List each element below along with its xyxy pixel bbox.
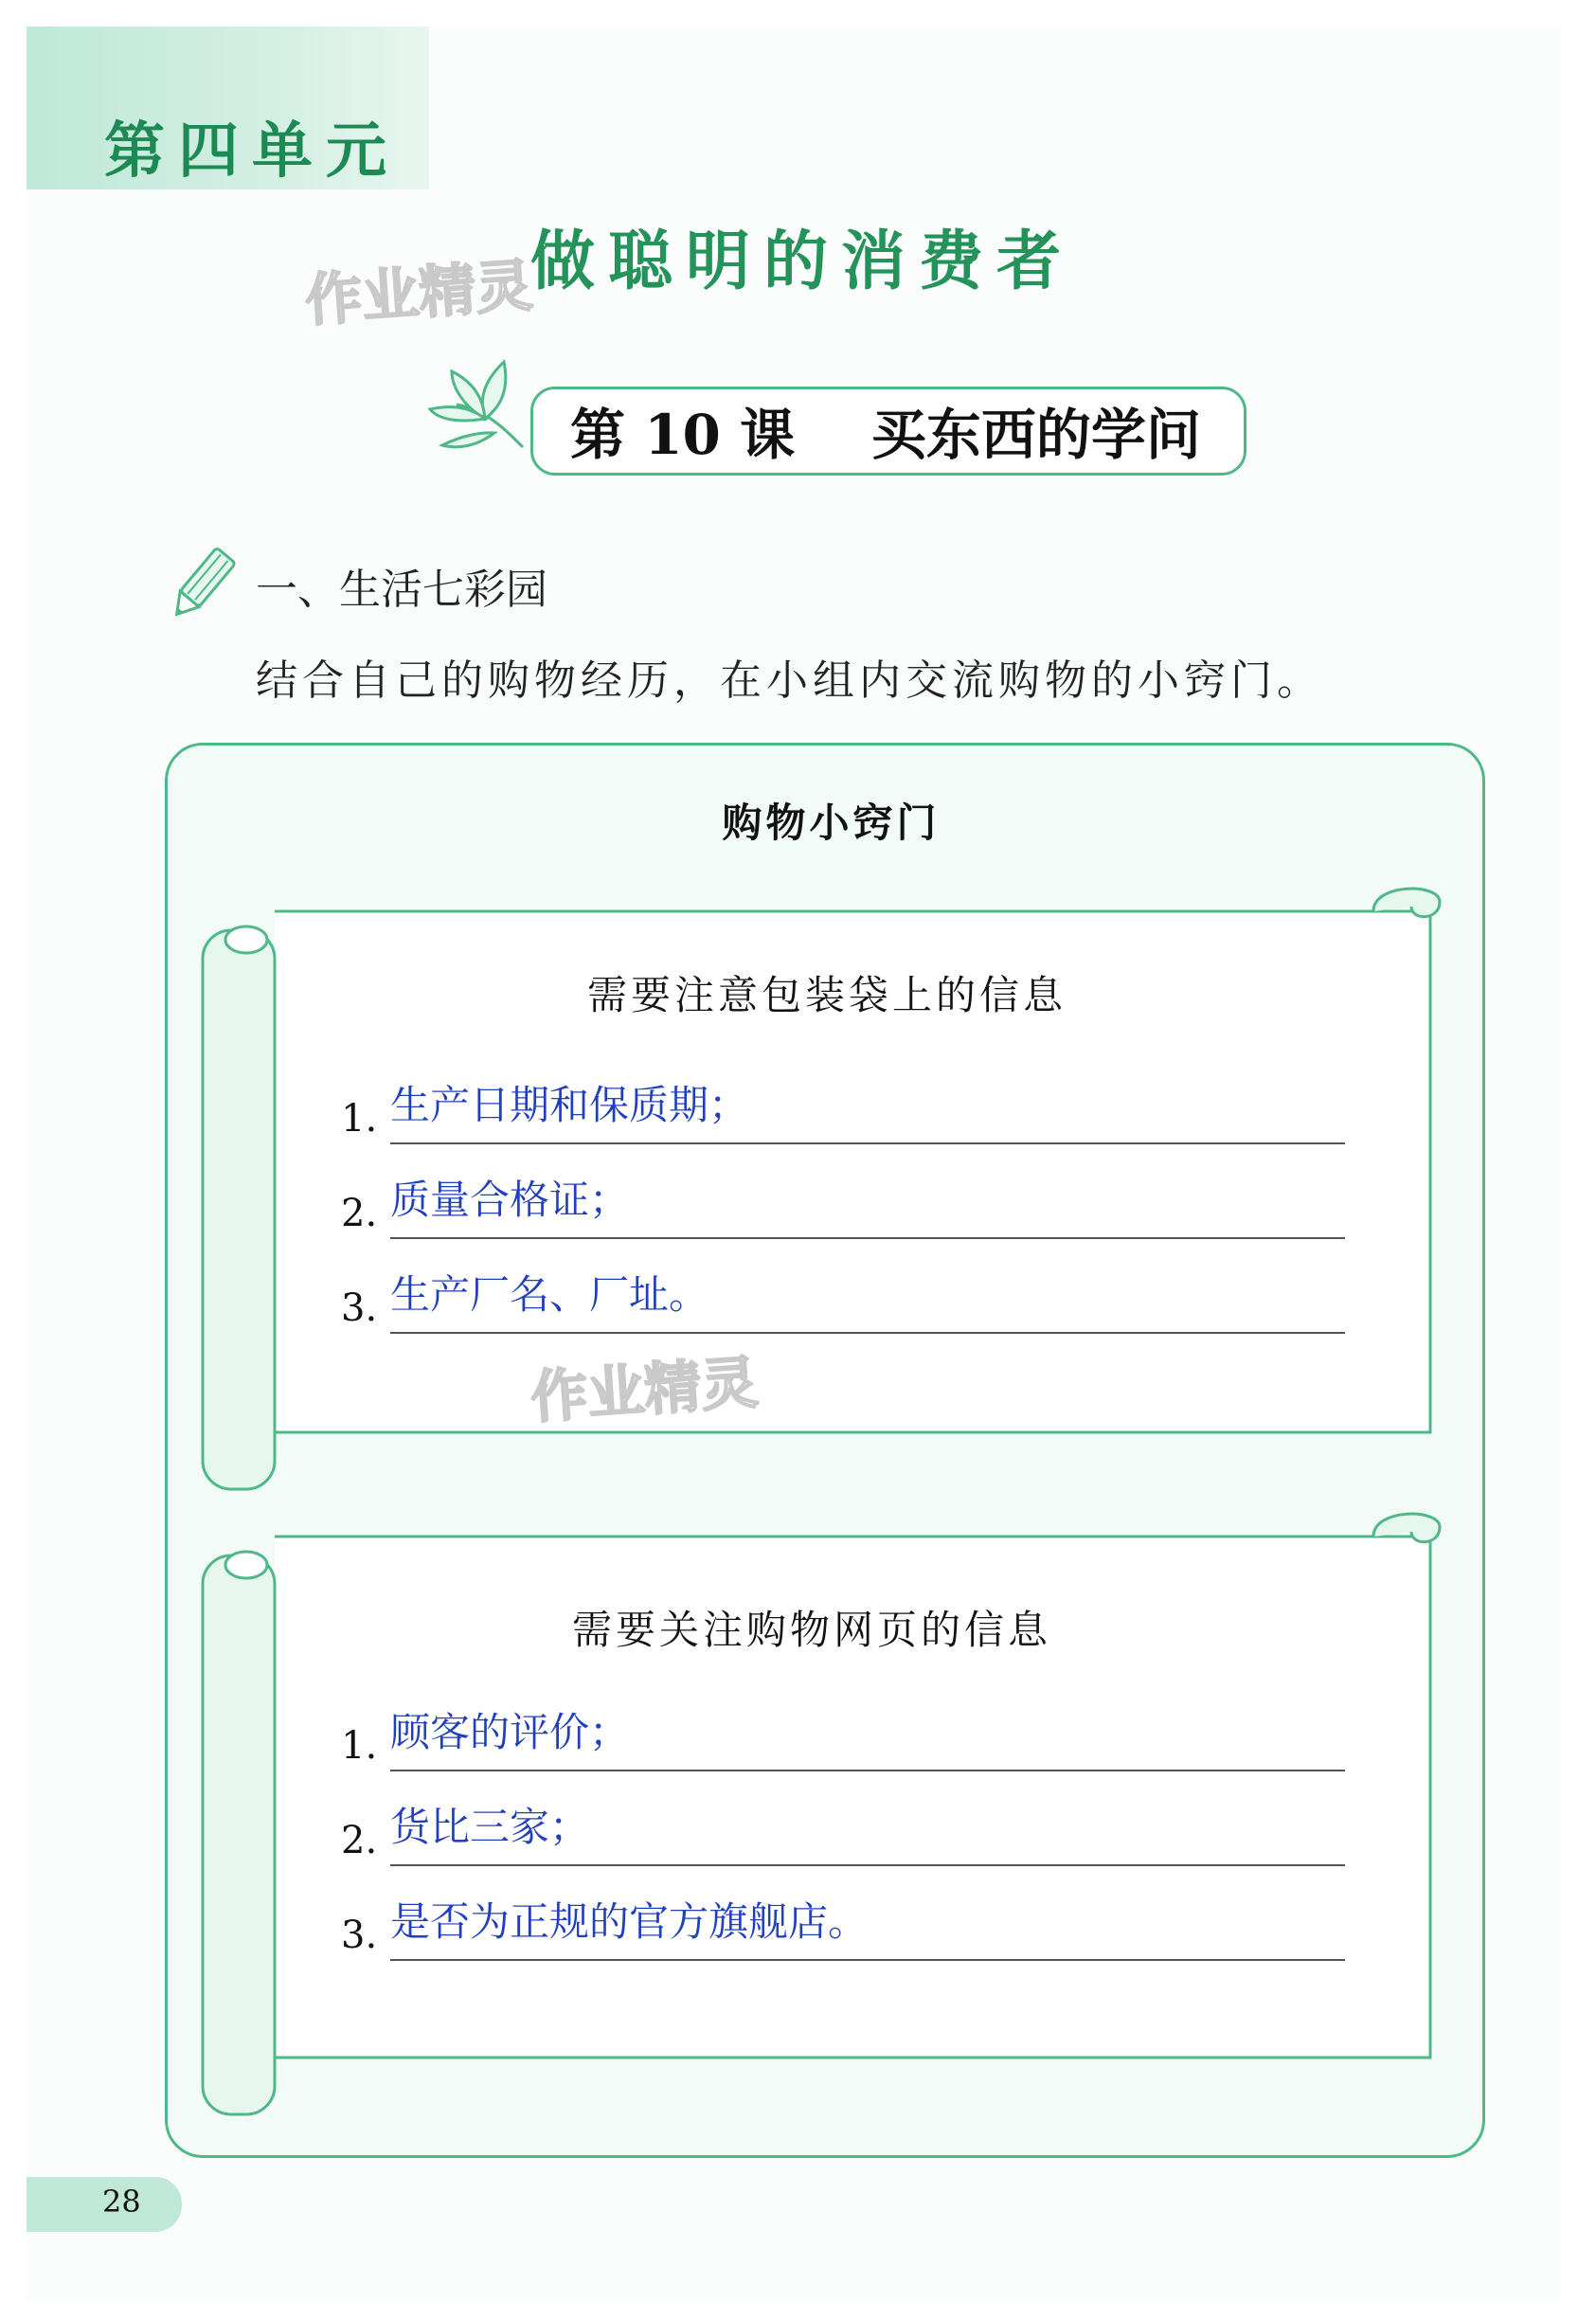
answer-text: 是否为正规的官方旗舰店。: [390, 1898, 869, 1945]
answer-text: 质量合格证；: [390, 1177, 630, 1223]
list-item: [341, 1267, 1345, 1334]
section-heading: 一、生活七彩园: [256, 566, 547, 614]
list-item: [341, 1705, 1345, 1771]
unit-subtitle: 做聪明的消费者: [530, 224, 1075, 299]
answer-line: [390, 1864, 1345, 1866]
unit-title: 第四单元: [104, 116, 400, 187]
item-number: 1.: [341, 1097, 378, 1141]
answer-line: [390, 1959, 1345, 1961]
answer-line: [390, 1142, 1345, 1144]
watermark: 作业精灵: [303, 252, 535, 335]
answer-line: [390, 1237, 1345, 1239]
list-item: [341, 1078, 1345, 1144]
answer-text: 生产厂名、厂址。: [390, 1271, 709, 1318]
card-title: 购物小窍门: [722, 800, 941, 846]
lesson-title: 第 10 课 买东西的学问: [570, 403, 1201, 467]
answer-text: 生产日期和保质期；: [390, 1082, 749, 1128]
pencil-icon: [159, 542, 244, 627]
list-item: [341, 1895, 1345, 1961]
list-item: [341, 1173, 1345, 1239]
page-number: 28: [102, 2184, 141, 2220]
scroll-heading: 需要注意包装袋上的信息: [587, 972, 1067, 1018]
answer-text: 顾客的评价；: [390, 1709, 630, 1755]
answer-line: [390, 1332, 1345, 1334]
scroll-heading: 需要关注购物网页的信息: [572, 1607, 1052, 1653]
answer-line: [390, 1770, 1345, 1771]
item-number: 2.: [341, 1819, 378, 1862]
list-item: [341, 1800, 1345, 1866]
item-number: 3.: [341, 1914, 378, 1957]
flower-icon: [428, 352, 542, 466]
watermark: 作业精灵: [529, 1349, 761, 1432]
item-number: 1.: [341, 1724, 378, 1768]
instruction-text: 结合自己的购物经历，在小组内交流购物的小窍门。: [256, 656, 1323, 705]
answer-text: 货比三家；: [390, 1804, 590, 1850]
item-number: 3.: [341, 1286, 378, 1330]
item-number: 2.: [341, 1192, 378, 1235]
